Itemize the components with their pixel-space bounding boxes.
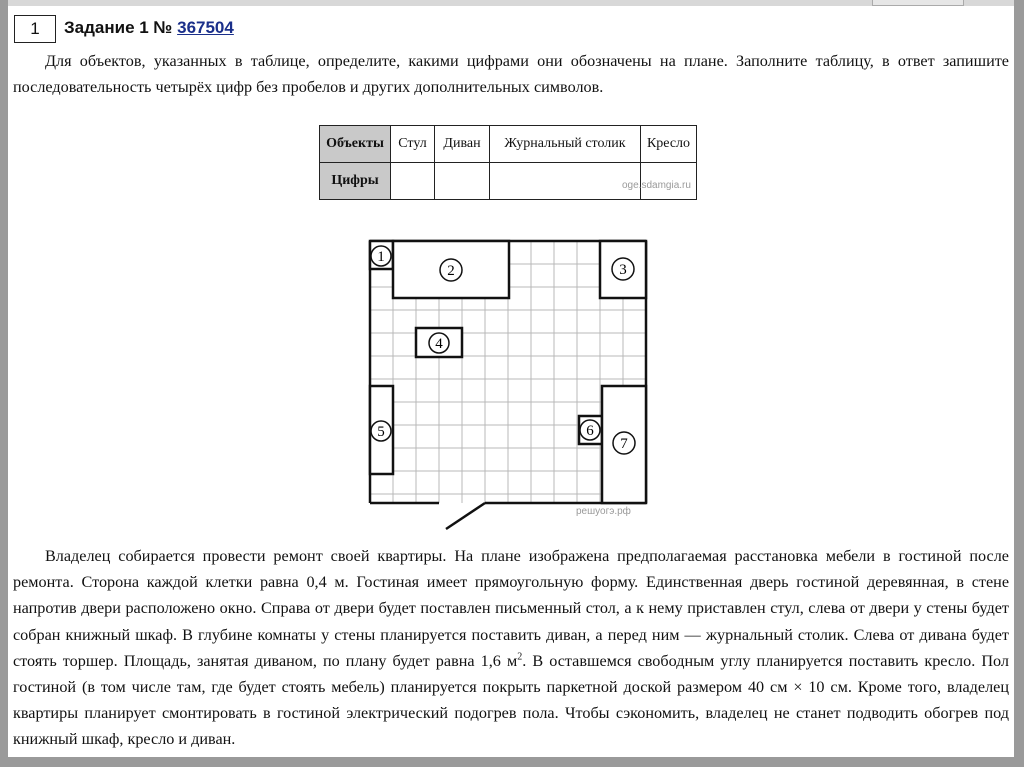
superscript-2: 2 [517,651,523,663]
frame-bottom [0,757,1024,767]
door [446,503,485,529]
floor-plan [360,236,660,531]
label-5: 5 [377,424,385,440]
label-2: 2 [447,263,455,279]
task-id-link[interactable]: 367504 [177,18,234,37]
task-number-box: 1 [14,15,56,43]
window-tab [872,0,964,6]
task-title-prefix: Задание 1 № [64,18,173,37]
objects-row [320,126,697,163]
plan-watermark: решуогэ.рф [576,506,631,517]
problem-text [13,543,1009,753]
problem-text-part1: Владелец собирается провести ремонт своей квартиры. На плане изображена предполагаемая расстановка мебели в гостиной после ремонта. Сторона каждой клетки равна 0,4 м. Гостиная имеет прямоугольную форму. Единственная дверь гостиной деревянная, в стене напротив двери расположено окно. Справа от двери будет поставлен письменный стол, а к нему приставлен стул, слева от двери у стены будет собран книжный шкаф. В глубине комнаты у стены планируется поставить диван, а перед ним — журнальный столик. Слева от дивана будет стоять торшер. Площадь, занятая диваном, по плану будет равна 1,6 м [13,547,1009,670]
answer-cell-sofa[interactable] [435,163,490,200]
label-4: 4 [435,336,443,352]
col-armchair: Кресло [641,126,697,163]
answer-cell-chair[interactable] [391,163,435,200]
window-top-bar [0,0,1024,6]
col-sofa: Диван [435,126,490,163]
table-watermark: oge.sdamgia.ru [622,180,691,191]
frame-right [1014,0,1024,767]
frame-left [0,0,8,767]
label-3: 3 [619,262,627,278]
task-title [64,15,234,41]
col-coffee-table: Журнальный столик [490,126,641,163]
label-1: 1 [377,249,385,265]
objects-header: Объекты [320,126,391,163]
task-instruction: Для объектов, указанных в таблице, определите, какими цифрами они обозначены на плане. Заполните таблицу, в ответ запишите последовательность четырёх цифр без пробелов и других дополнительных символов. [13,52,1009,96]
digits-header: Цифры [320,163,391,200]
answer-cell-coffee-table[interactable] [490,163,641,200]
col-chair: Стул [391,126,435,163]
label-6: 6 [586,423,594,439]
label-7: 7 [620,436,628,452]
problem-text-part2: . В оставшемся свободным углу планируется поставить кресло. Пол гостиной (в том числе там, где будет стоять мебель) планируется покрыть паркетной доской размером 40 см × 10 см. Кроме того, владелец квартиры планирует смонтировать в гостиной электрический подогрев пола. Чтобы сэкономить, владелец не станет подводить обогрев под книжный шкаф, кресло и диван. [13,651,1010,749]
